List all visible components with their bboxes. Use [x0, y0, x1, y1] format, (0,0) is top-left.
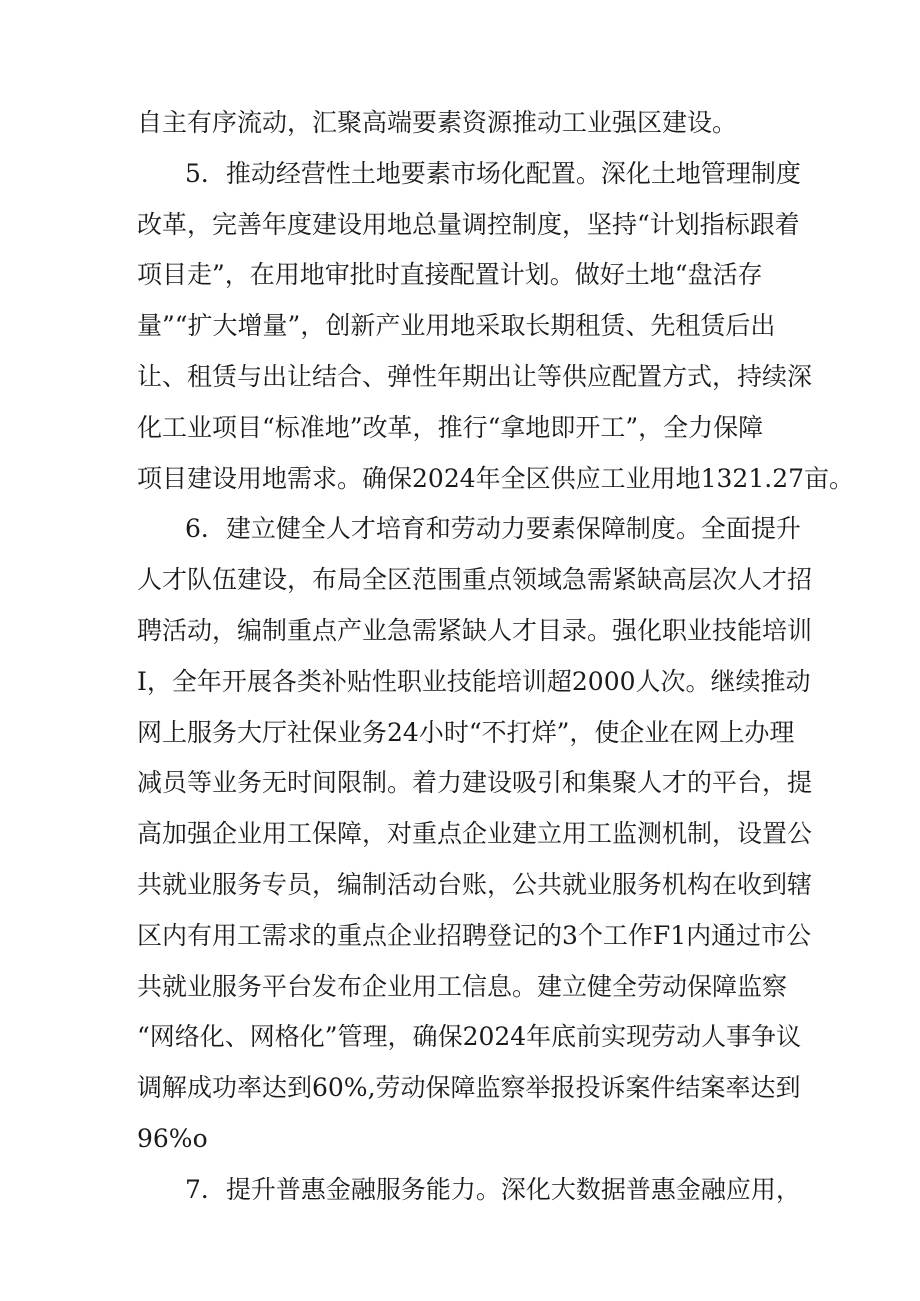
document-body: [137, 98, 855, 1216]
text-line-6: 让、租赁与出让结合、弹性年期出让等供应配置方式，持续深: [137, 361, 813, 391]
text-line-10: 人才队伍建设，布局全区范围重点领域急需紧缺高层次人才招: [137, 565, 813, 595]
text-line-15: 高加强企业用工保障，对重点企业建立用工监测机制，设置公: [137, 819, 813, 849]
text-line-12: I，全年开展各类补贴性职业技能培训超2000人次。继续推动: [137, 666, 811, 696]
text-line-14: 减员等业务无时间限制。着力建设吸引和集聚人才的平台，提: [137, 768, 813, 798]
text-line-17: 区内有用工需求的重点企业招聘登记的3个工作F1内通过市公: [137, 920, 812, 950]
text-line-7: 化工业项目“标准地”改革，推行“拿地即开工”，全力保障: [137, 412, 764, 442]
section-6-heading-line: 6．建立健全人才培育和劳动力要素保障制度。全面提升: [185, 514, 801, 544]
text-line-5: 量”“扩大增量”，创新产业用地采取长期租赁、先租赁后出: [137, 311, 776, 341]
section-7-heading-line: 7．提升普惠金融服务能力。深化大数据普惠金融应用，: [185, 1174, 801, 1204]
text-line-3: 改革，完善年度建设用地总量调控制度，坚持“计划指标跟着: [137, 209, 800, 239]
text-line-21: 96%o: [137, 1123, 208, 1153]
text-line-1: 自主有序流动，汇聚高端要素资源推动工业强区建设。: [137, 108, 738, 137]
text-line-13: 网上服务大厅社保业务24小时“不打烊”，使企业在网上办理: [137, 717, 795, 747]
text-line-18: 共就业服务平台发布企业用工信息。建立健全劳动保障监察: [137, 971, 788, 1001]
text-line-19: “网络化、网格化”管理，确保2024年底前实现劳动人事争议: [137, 1022, 802, 1052]
section-5-heading-line: 5．推动经营性土地要素市场化配置。深化土地管理制度: [185, 158, 801, 188]
text-line-16: 共就业服务专员，编制活动台账，公共就业服务机构在收到辖: [137, 869, 813, 899]
text-line-20: 调解成功率达到60%,劳动保障监察举报投诉案件结案率达到: [137, 1073, 801, 1103]
text-line-11: 聘活动，编制重点产业急需紧缺人才目录。强化职业技能培训: [137, 615, 813, 645]
text-line-8: 项目建设用地需求。确保2024年全区供应工业用地1321.27亩。: [137, 463, 855, 493]
text-line-4: 项目走”，在用地审批时直接配置计划。做好土地“盘活存: [137, 260, 763, 290]
